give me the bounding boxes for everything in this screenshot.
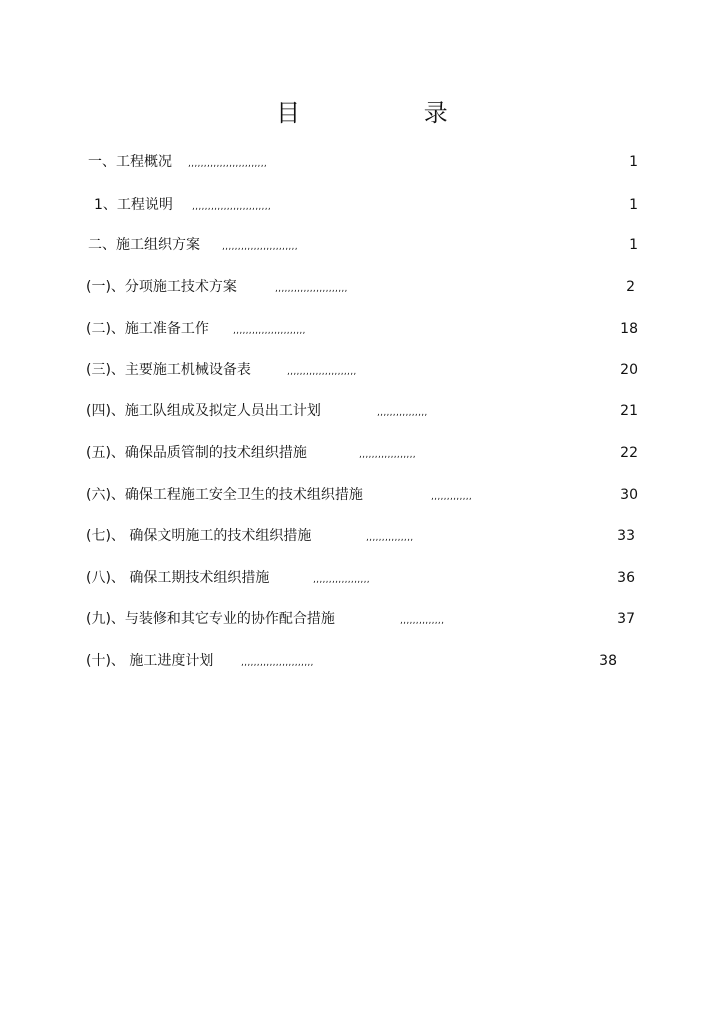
toc-entry[interactable] (0, 484, 724, 506)
page-title: 目 录 (276, 99, 506, 127)
toc-page-number: 1 (629, 237, 638, 253)
toc-entry[interactable] (0, 318, 724, 340)
toc-entry[interactable] (0, 194, 724, 216)
toc-entry-label: (六)、确保工程施工安全卫生的技术组织措施 (86, 487, 363, 503)
toc-page-number: 20 (620, 362, 638, 378)
toc-page-number: 18 (620, 321, 638, 337)
toc-page-number: 21 (620, 403, 638, 419)
toc-leader-dots: ,,,,,,,,,,,,,,,, (377, 408, 428, 418)
toc-leader-dots: ,,,,,,,,,,,,,,, (366, 533, 414, 543)
toc-entry[interactable] (0, 234, 724, 256)
toc-page-number: 1 (629, 154, 638, 170)
toc-entry-label: (五)、确保品质管制的技术组织措施 (86, 445, 307, 461)
toc-page-number: 37 (617, 611, 635, 627)
toc-entry[interactable] (0, 525, 724, 547)
toc-entry[interactable] (0, 276, 724, 298)
toc-entry-label: (八)、 确保工期技术组织措施 (86, 570, 270, 586)
toc-entry-label: (一)、分项施工技术方案 (86, 279, 237, 295)
toc-entry-label: 1、工程说明 (94, 197, 173, 213)
toc-entry[interactable] (0, 359, 724, 381)
toc-leader-dots: ,,,,,,,,,,,,,,,,,, (313, 575, 370, 585)
toc-entry-label: (二)、施工准备工作 (86, 321, 209, 337)
toc-entry[interactable] (0, 608, 724, 630)
toc-page-number: 2 (626, 279, 635, 295)
toc-entry-label: 二、施工组织方案 (88, 237, 200, 253)
toc-entry-label: (七)、 确保文明施工的技术组织措施 (86, 528, 312, 544)
toc-entry[interactable] (0, 650, 724, 672)
toc-entry-label: (十)、 施工进度计划 (86, 653, 214, 669)
toc-entry-label: (四)、施工队组成及拟定人员出工计划 (86, 403, 321, 419)
toc-entry[interactable] (0, 400, 724, 422)
toc-page-number: 1 (629, 197, 638, 213)
toc-leader-dots: ,,,,,,,,,,,,,,,,,,,,,,, (241, 658, 314, 668)
toc-entry-label: 一、工程概况 (88, 154, 172, 170)
toc-leader-dots: ,,,,,,,,,,,,,,,,,,,,,, (287, 367, 357, 377)
toc-leader-dots: ,,,,,,,,,,,,,,,,,,,,,,,,, (188, 159, 268, 169)
toc-leader-dots: ,,,,,,,,,,,,,,,,,,,,,,,, (222, 242, 298, 252)
toc-leader-dots: ,,,,,,,,,,,,,,,,,,,,,,, (233, 326, 306, 336)
toc-entry-label: (九)、与装修和其它专业的协作配合措施 (86, 611, 335, 627)
toc-leader-dots: ,,,,,,,,,,,,,, (400, 616, 445, 626)
toc-leader-dots: ,,,,,,,,,,,,,,,,,, (359, 450, 416, 460)
toc-leader-dots: ,,,,,,,,,,,,,,,,,,,,,,, (275, 284, 348, 294)
toc-page-number: 36 (617, 570, 635, 586)
toc-entry-label: (三)、主要施工机械设备表 (86, 362, 251, 378)
toc-entry[interactable] (0, 151, 724, 173)
toc-page-number: 33 (617, 528, 635, 544)
toc-leader-dots: ,,,,,,,,,,,,,,,,,,,,,,,,, (192, 202, 272, 212)
toc-page-number: 22 (620, 445, 638, 461)
toc-entry[interactable] (0, 567, 724, 589)
toc-leader-dots: ,,,,,,,,,,,,, (431, 492, 473, 502)
toc-entry[interactable] (0, 442, 724, 464)
toc-page-number: 30 (620, 487, 638, 503)
toc-page-number: 38 (599, 653, 617, 669)
